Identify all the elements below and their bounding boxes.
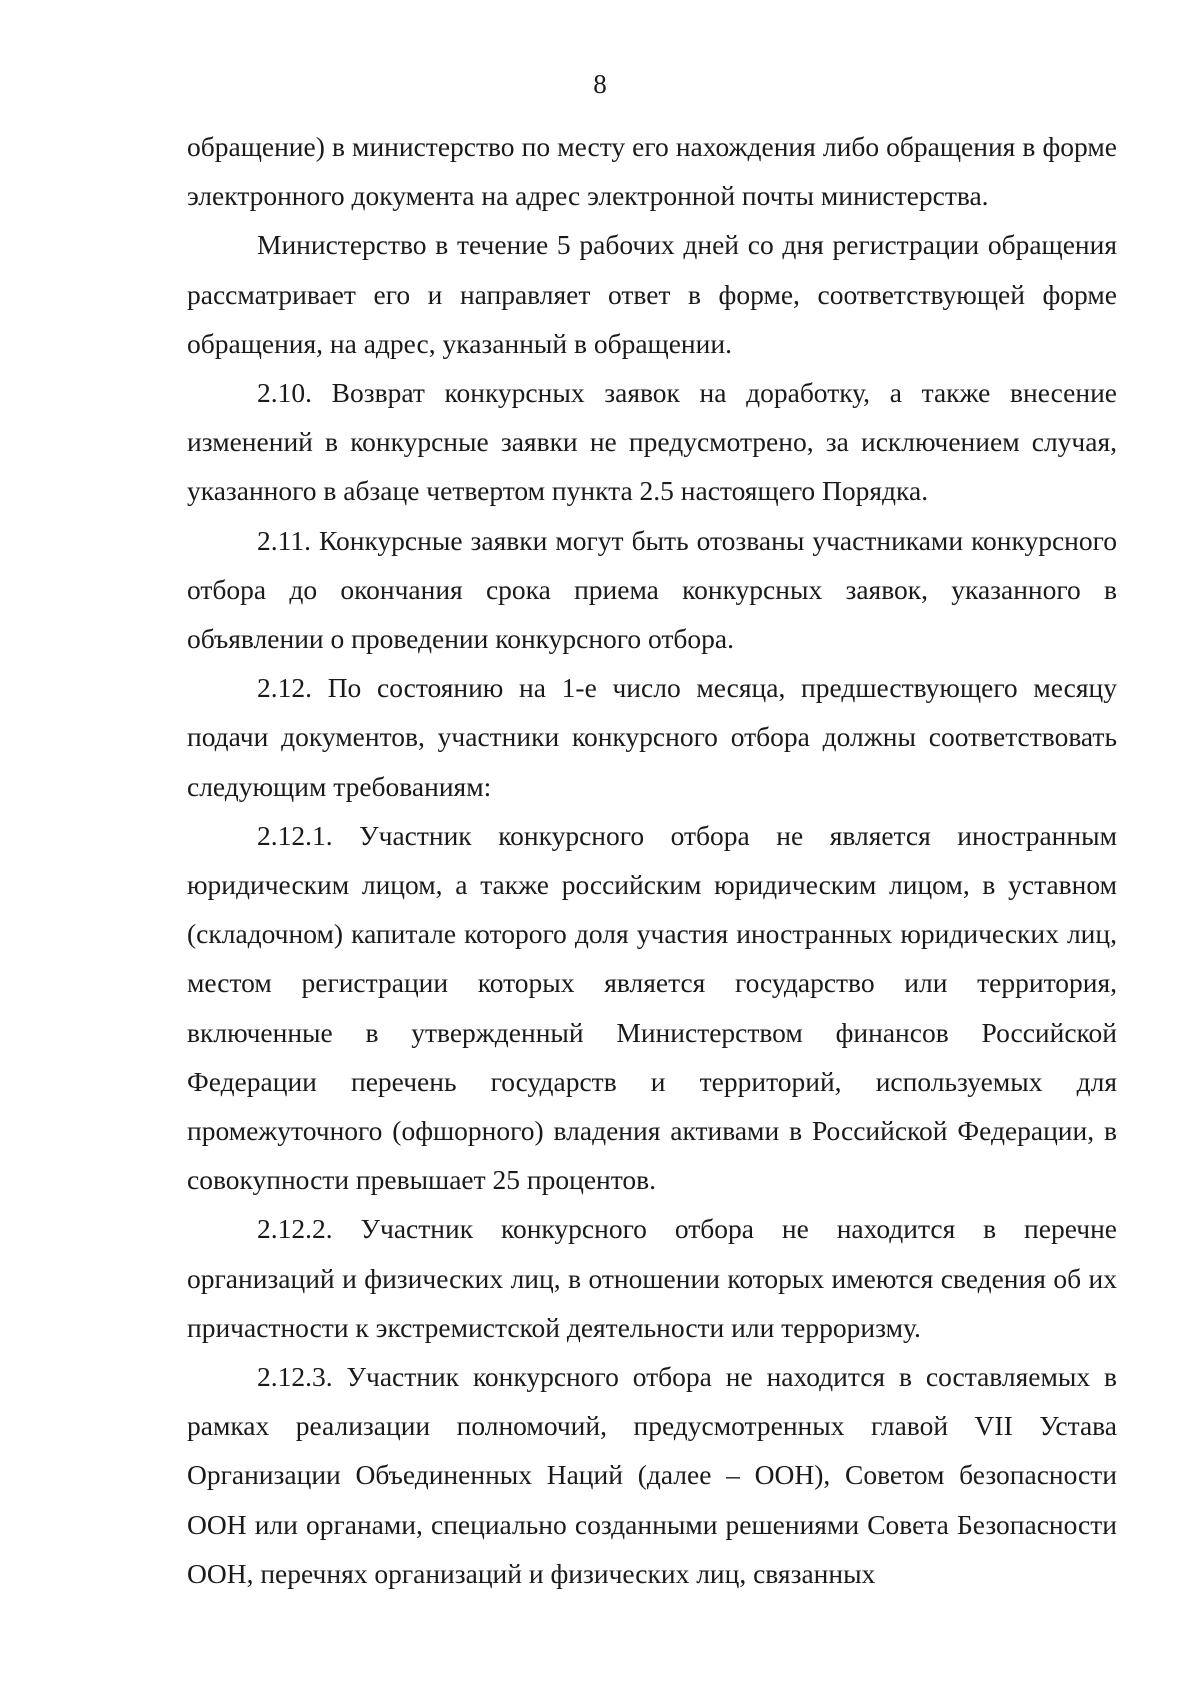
- paragraph-clause-2-10: 2.10. Возврат конкурсных заявок на доработку, а также внесение изменений в конкурсные заявки не предусмотрено, за исключением случая, указанного в абзаце четвертом пункта 2.5 настоящего Порядка.: [187, 377, 1117, 507]
- paragraph-clause-2-12-1: 2.12.1. Участник конкурсного отбора не является иностранным юридическим лицом, а также российским юридическим лицом, в уставном (складочном) капитале которого доля участия иностранных юридических лиц, местом регистрации которых является государство или территория, включенные в утвержденный Министерством финансов Российской Федерации перечень государств и территорий, используемых для промежуточного (офшорного) владения активами в Российской Федерации, в совокупности превышает 25 процентов.: [187, 819, 1117, 1196]
- page-number: 8: [593, 69, 607, 99]
- paragraph-clause-2-12-3: 2.12.3. Участник конкурсного отбора не находится в составляемых в рамках реализации полномочий, предусмотренных главой VII Устава Организации Объединенных Наций (далее – ООН), Советом безопасности ООН или органами, специально созданными решениями Совета Безопасности ООН, перечнях организаций и физических лиц, связанных: [187, 1361, 1117, 1589]
- paragraph-ministry-response: Министерство в течение 5 рабочих дней со дня регистрации обращения рассматривает его и направляет ответ в форме, соответствующей форме обращения, на адрес, указанный в обращении.: [187, 229, 1117, 359]
- paragraph-clause-2-12: 2.12. По состоянию на 1-е число месяца, предшествующего месяцу подачи документов, участники конкурсного отбора должны соответствовать следующим требованиям:: [187, 672, 1117, 802]
- paragraph-clause-2-11: 2.11. Конкурсные заявки могут быть отозваны участниками конкурсного отбора до окончания срока приема конкурсных заявок, указанного в объявлении о проведении конкурсного отбора.: [187, 524, 1117, 655]
- document-body: [187, 122, 1117, 1598]
- paragraph-clause-2-12-2: 2.12.2. Участник конкурсного отбора не находится в перечне организаций и физических лиц, в отношении которых имеются сведения об их причастности к экстремистской деятельности или терроризму.: [187, 1213, 1117, 1343]
- paragraph-continuation: обращение) в министерство по месту его нахождения либо обращения в форме электронного документа на адрес электронной почты министерства.: [187, 131, 1117, 212]
